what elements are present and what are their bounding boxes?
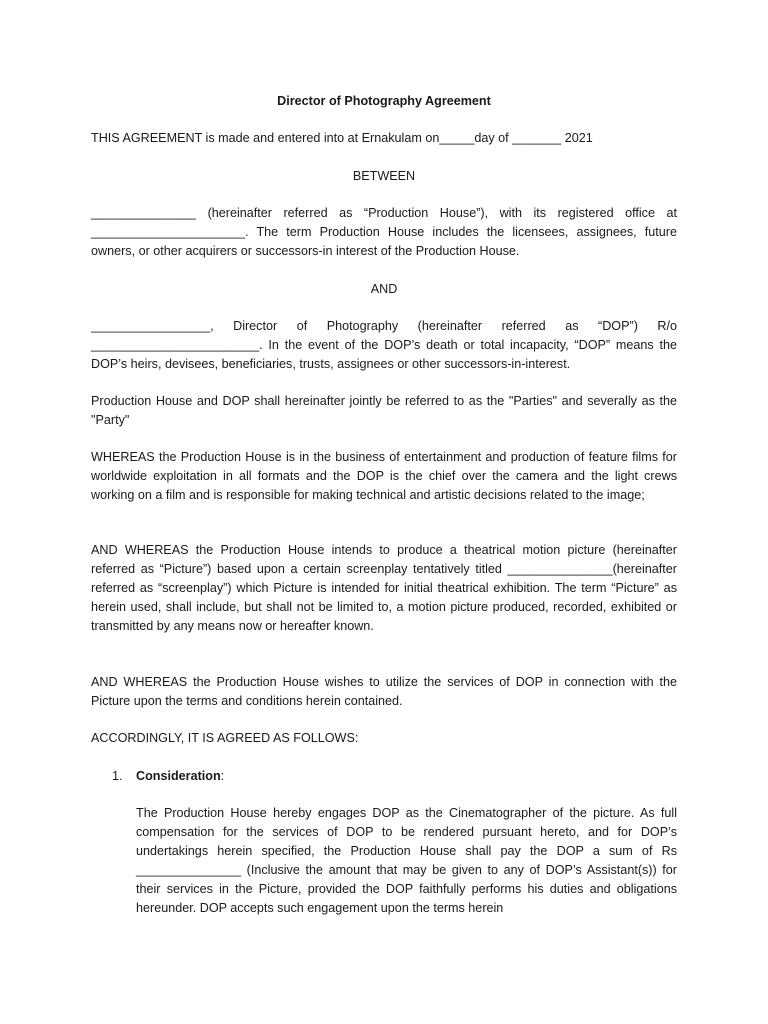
intro-line: THIS AGREEMENT is made and entered into at Ernakulam on_____day of _______ 2021 [91,131,593,145]
clause1-body: The Production House hereby engages DOP as the Cinematographer of the picture. As full compensation for the services of DOP to be rendered pursuant hereto, and for DOP’s undertakings herein specified, the Production House shall pay the DOP a sum of Rs _______________ (Inclusive the amount that may be given to any of DOP’s Assistant(s)) for their services in the Picture, provided the DOP faithfully performs his duties and obligations hereunder. DOP accepts such engagement upon the terms herein [136,806,677,915]
between-heading: BETWEEN [352,169,416,183]
party2-paragraph [91,317,677,374]
parties-paragraph: Production House and DOP shall hereinafter jointly be referred to as the "Parties" and severally as the "Party" [91,394,677,427]
party2-text: Director of Photography (hereinafter referred as “DOP”) R/o ________________________. In the event of the DOP’s death or total incapacity, “DOP” means the DOP’s heirs, devisees, beneficiaries, trusts, assignees or other successors-in-interest. [91,319,677,371]
party2-name-blank: _________________, [91,319,214,333]
whereas2-paragraph: AND WHEREAS the Production House intends to produce a theatrical motion picture (hereinafter referred as “Picture”) based upon a certain screenplay tentatively titled _______________(hereinafter referred as “screenplay”) which Picture is intended for initial theatrical exhibition. The term “Picture” as herein used, shall include, but shall not be limited to, a motion picture produced, recorded, exhibited or transmitted by any means now or hereafter known. [91,543,677,633]
clause1-number: 1. [112,769,123,783]
whereas3-paragraph: AND WHEREAS the Production House wishes to utilize the services of DOP in connection with the Picture upon the terms and conditions herein contained. [91,675,677,708]
whereas1-paragraph: WHEREAS the Production House is in the business of entertainment and production of feature films for worldwide exploitation in all formats and the DOP is the chief over the camera and the light crews working on a film and is responsible for making technical and artistic decisions related to the image; [91,450,677,502]
party1-paragraph: _______________ (hereinafter referred as “Production House”), with its registered office at ______________________. The term Production House includes the licensees, assignees, future owners, or other acquirers or successors-in interest of the Production House. [91,206,677,258]
document-title: Director of Photography Agreement [277,94,491,108]
and-heading: AND [370,282,398,296]
clause1-heading-line [136,767,224,786]
clause1-colon: : [220,769,225,783]
accordingly-line: ACCORDINGLY, IT IS AGREED AS FOLLOWS: [91,731,359,745]
clause1-heading: Consideration [136,769,221,783]
